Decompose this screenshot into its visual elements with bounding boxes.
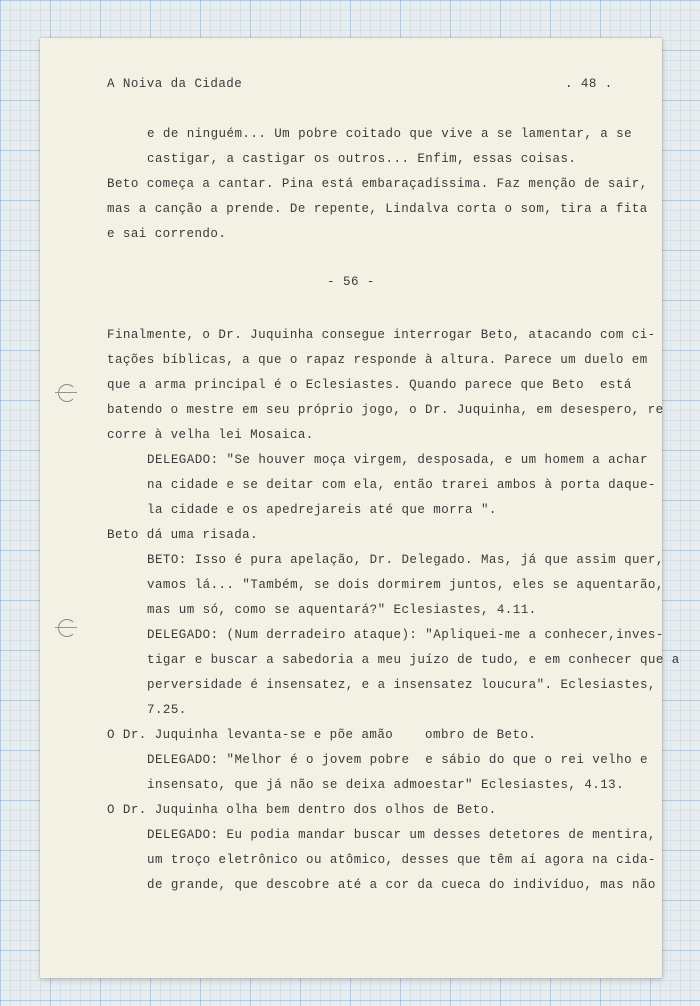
- text-line: O Dr. Juquinha levanta-se e põe amão ombro de Beto.: [107, 728, 537, 742]
- dialogue-line: na cidade e se deitar com ela, então trarei ambos à porta daque-: [147, 478, 656, 492]
- text-line: que a arma principal é o Eclesiastes. Quando parece que Beto está: [107, 378, 632, 392]
- text-line: e de ninguém... Um pobre coitado que vive a se lamentar, a se: [147, 127, 633, 141]
- punch-hole-icon: [58, 384, 76, 402]
- dialogue-line: DELEGADO: "Melhor é o jovem pobre e sábio do que o rei velho e: [147, 753, 648, 767]
- dialogue-line: insensato, que já não se deixa admoestar" Eclesiastes, 4.13.: [147, 778, 625, 792]
- text-line: O Dr. Juquinha olha bem dentro dos olhos de Beto.: [107, 803, 497, 817]
- page-number: . 48 .: [565, 77, 613, 91]
- text-line: batendo o mestre em seu próprio jogo, o Dr. Juquinha, em desespero, re: [107, 403, 664, 417]
- dialogue-line: perversidade é insensatez, e a insensatez loucura". Eclesiastes,: [147, 678, 656, 692]
- dialogue-line: DELEGADO: "Se houver moça virgem, desposada, e um homem a achar: [147, 453, 648, 467]
- punch-hole-icon: [58, 619, 76, 637]
- dialogue-line: DELEGADO: (Num derradeiro ataque): "Apliquei-me a conhecer,inves-: [147, 628, 664, 642]
- dialogue-line: BETO: Isso é pura apelação, Dr. Delegado. Mas, já que assim quer,: [147, 553, 664, 567]
- text-line: e sai correndo.: [107, 227, 227, 241]
- dialogue-line: de grande, que descobre até a cor da cueca do indivíduo, mas não: [147, 878, 656, 892]
- text-line: tações bíblicas, a que o rapaz responde à altura. Parece um duelo em: [107, 353, 648, 367]
- dialogue-line: um troço eletrônico ou atômico, desses que têm aí agora na cida-: [147, 853, 656, 867]
- document-page: [40, 38, 680, 978]
- scene-number: - 56 -: [327, 275, 375, 289]
- text-line: Finalmente, o Dr. Juquinha consegue interrogar Beto, atacando com ci-: [107, 328, 656, 342]
- dialogue-line: la cidade e os apedrejareis até que morra ".: [147, 503, 497, 517]
- document-title: A Noiva da Cidade: [107, 77, 243, 91]
- dialogue-line: mas um só, como se aquentará?" Eclesiastes, 4.11.: [147, 603, 537, 617]
- text-line: Beto começa a cantar. Pina está embaraçadíssima. Faz menção de sair,: [107, 177, 648, 191]
- dialogue-line: 7.25.: [147, 703, 187, 717]
- dialogue-line: DELEGADO: Eu podia mandar buscar um desses detetores de mentira,: [147, 828, 656, 842]
- dialogue-line: tigar e buscar a sabedoria a meu juízo de tudo, e em conhecer que a: [147, 653, 680, 667]
- dialogue-line: vamos lá... "Também, se dois dormirem juntos, eles se aquentarão,: [147, 578, 664, 592]
- text-line: castigar, a castigar os outros... Enfim, essas coisas.: [147, 152, 577, 166]
- text-line: mas a canção a prende. De repente, Lindalva corta o som, tira a fita: [107, 202, 648, 216]
- text-line: corre à velha lei Mosaica.: [107, 428, 314, 442]
- text-line: Beto dá uma risada.: [107, 528, 259, 542]
